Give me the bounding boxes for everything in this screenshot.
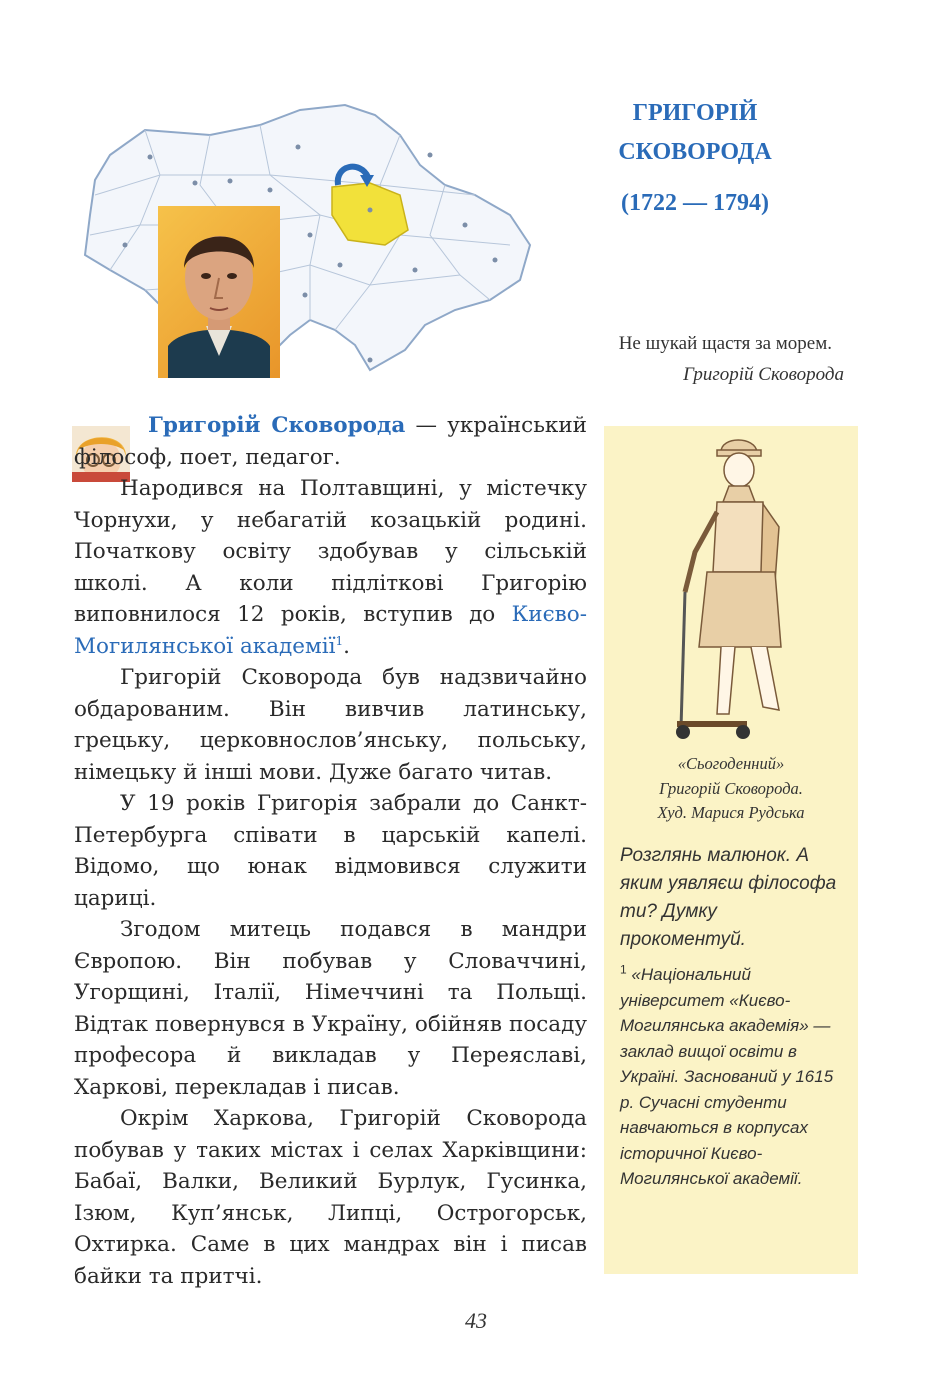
footnote-mark: 1 [620,962,627,977]
paragraph: Григорій Сковорода був надзвичайно обдарованим. Він вивчив латинську, грецьку, церковнослов’янську, польську, німецьку й інші мови. Дуже багато читав. [74,665,587,785]
paragraph-text: . [343,633,350,659]
caption-line: «Сьогоденний» [677,754,785,773]
paragraph-text: — український філософ, поет, педагог. [74,413,587,470]
page-number: 43 [465,1308,487,1333]
footnote [620,962,848,1192]
discussion-question: Розглянь малюнок. А яким уявляєш філософа ти? Думку прокоментуй. [620,845,837,950]
paragraph [74,410,587,473]
life-years: (1722 — 1794) [621,190,769,216]
portrait [158,206,280,378]
paragraph: У 19 років Григорія забрали до Санкт-Петербурга співати в царській капелі. Відомо, що юнак відмовився служити цариці. [74,791,587,911]
footnote-text: «Національний університет «Києво-Могилянська академія» — заклад вищої освіти в Україні. Заснований у 1615 р. Сучасні студенти навчаються в корпусах історичної Києво-Могилянської академії. [620,965,834,1188]
main-text [74,410,587,1292]
epigraph-quote: Не шукай щастя за морем. [618,333,832,354]
paragraph [74,473,587,662]
paragraph: Згодом митець подався в мандри Європою. Він побував у Словаччині, Угорщині, Італії, Німеччині та Польщі. Відтак повернувся в Україну, обійняв посаду професора й викладав у Переяславі, Харкові, перекладав і писав. [74,917,587,1100]
page-title-surname: СКОВОРОДА [618,139,772,165]
paragraph-text: Народився на Полтавщині, у містечку Чорнухи, у небагатій козацькій родині. Початкову освіту здобував у сільській школі. А коли підліткові Григорію виповнилося 12 років, вступив до [74,476,587,627]
drawing-caption [604,752,858,826]
footnote-ref: 1 [335,633,344,648]
caption-line: Григорій Сковорода. [659,778,803,798]
epigraph-author: Григорій Сковорода [683,364,844,385]
philosopher-on-scooter-drawing [655,432,815,747]
caption-line: Худ. Марися Рудська [657,803,805,822]
academy-link: Києво-Могилянської академії [74,602,587,659]
page-title-name: ГРИГОРІЙ [632,100,758,126]
map-of-ukraine [70,95,540,390]
paragraph: Окрім Харкова, Григорій Сковорода побував у таких містах і селах Харківщини: Бабаї, Валки, Великий Бурлук, Гусинка, Ізюм, Куп’янськ, Липці, Острогорськ, Охтирка. Саме в цих мандрах він і писав байки та притчі. [74,1106,587,1289]
person-name: Григорій Сковорода [148,413,406,438]
